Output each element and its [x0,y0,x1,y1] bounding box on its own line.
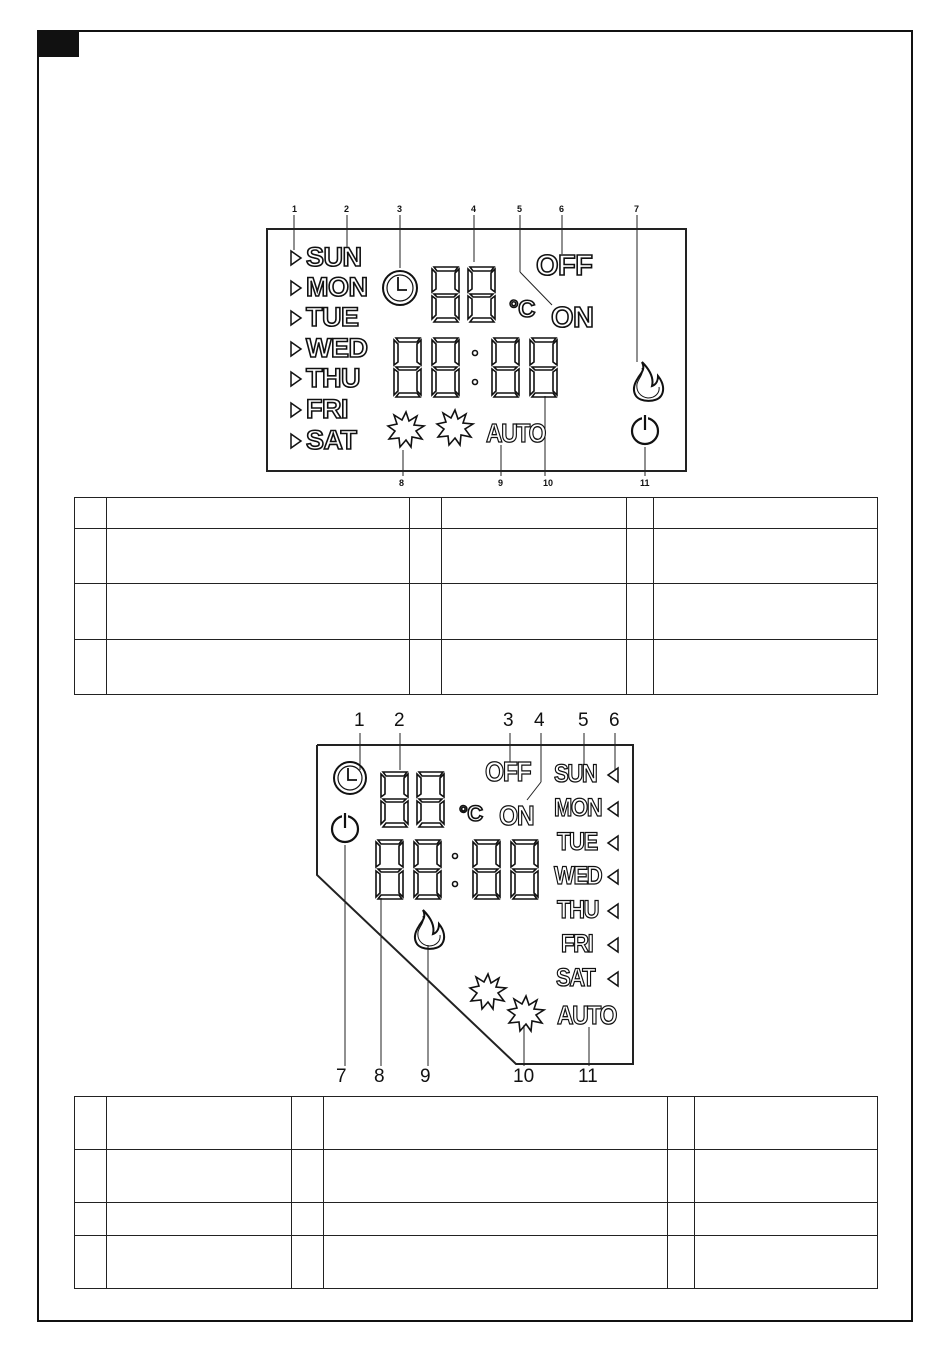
callout-6: 6 [559,204,565,214]
callout-9: 9 [498,478,504,488]
callout-3: 3 [397,204,403,214]
day-tue: TUE [306,302,359,332]
callout-7: 7 [634,204,640,214]
sun-icon [468,972,508,1012]
callout2-4: 4 [534,710,545,731]
celsius-unit: °C [509,296,535,323]
day-sun: SUN [554,760,597,788]
day-sat: SAT [556,964,595,992]
callout-10: 10 [543,478,554,488]
callout2-2: 2 [394,710,405,731]
temperature-digits [377,770,457,830]
sun-icon [506,994,546,1034]
callout2-5: 5 [578,710,589,731]
time-digits [372,838,552,903]
flame-icon [409,908,449,953]
legend-table-2 [74,1096,878,1289]
day-sat: SAT [306,425,357,455]
callout2-9: 9 [420,1066,431,1087]
day-thu: THU [306,363,360,393]
callout2-6: 6 [609,710,620,731]
on-indicator: ON [551,302,594,334]
callout2-3: 3 [503,710,514,731]
off-indicator: OFF [536,250,593,282]
day-mon: MON [554,794,602,822]
auto-indicator: AUTO [486,418,546,448]
off-indicator: OFF [485,756,531,787]
day-wed: WED [306,333,368,363]
day-mon: MON [306,272,368,302]
power-icon [329,810,363,846]
day-sun: SUN [306,242,362,272]
callout-2: 2 [344,204,350,214]
day-thu: THU [557,896,599,924]
callout-8: 8 [399,478,405,488]
day-fri: FRI [561,930,593,958]
day-wed: WED [554,862,602,890]
celsius-unit: °C [459,801,483,826]
callout-1: 1 [292,204,298,214]
callout2-8: 8 [374,1066,385,1087]
auto-indicator: AUTO [557,1000,617,1030]
day-tue: TUE [557,828,598,856]
callout2-7: 7 [336,1066,347,1087]
callout-11: 11 [640,478,650,488]
callout-4: 4 [471,204,477,214]
callout2-10: 10 [513,1066,535,1087]
callout2-1: 1 [354,710,365,731]
on-indicator: ON [499,800,534,831]
day-fri: FRI [306,394,348,424]
callout-5: 5 [517,204,523,214]
callout2-11: 11 [578,1066,598,1087]
clock-icon [331,759,371,799]
